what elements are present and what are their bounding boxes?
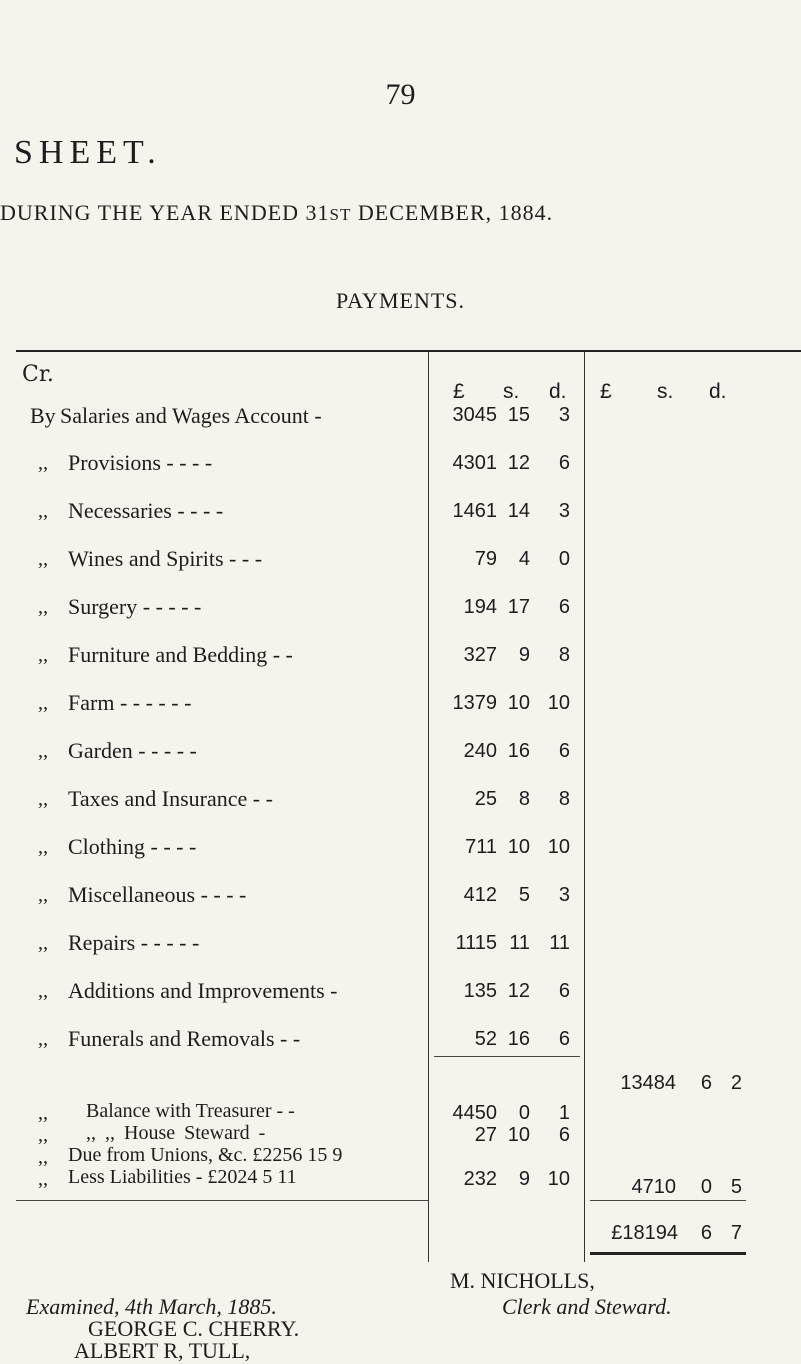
row-pounds: 240 [463, 740, 497, 762]
row-pence: 8 [558, 644, 570, 666]
subtotal-pence: 2 [730, 1072, 742, 1094]
row-shillings: 5 [518, 884, 530, 906]
row-label: Surgery - - - - - [68, 594, 202, 619]
row-pence: 10 [547, 692, 570, 714]
row-prefix: ,, [38, 1168, 48, 1190]
row-pence: 0 [558, 548, 570, 570]
row-pence: 6 [558, 740, 570, 762]
row-prefix: ,, [38, 452, 48, 474]
sheet-title: SHEET. [14, 134, 162, 171]
row-pounds: 4450 [452, 1102, 497, 1124]
header-shillings: s. [503, 380, 520, 403]
row-pence: 10 [547, 1168, 570, 1190]
row-pounds: 3045 [452, 404, 497, 426]
row-pence: 6 [558, 1028, 570, 1050]
auditor-1: GEORGE C. CHERRY. [88, 1316, 300, 1341]
row-pence: 3 [558, 884, 570, 906]
row-label: Balance with Treasurer - - [86, 1100, 295, 1122]
left-total-rule [16, 1200, 428, 1201]
row-prefix: By [30, 403, 56, 428]
row-shillings: 12 [507, 452, 530, 474]
row-shillings: 16 [507, 1028, 530, 1050]
column-divider-2 [584, 352, 585, 1262]
row-pence: 10 [547, 836, 570, 858]
table-top-rule [16, 350, 801, 352]
examined-note: Examined, 4th March, 1885. [26, 1294, 277, 1319]
row-shillings: 4 [518, 548, 530, 570]
row-prefix: ,, [38, 980, 48, 1002]
row-pence: 6 [558, 1124, 570, 1146]
subtitle-end: DECEMBER, 1884. [351, 200, 554, 225]
row-label: Furniture and Bedding - - [68, 642, 293, 667]
subtitle-ordinal: ST [329, 205, 352, 224]
row-prefix: ,, [38, 692, 48, 714]
row-shillings: 10 [507, 692, 530, 714]
row-pence: 1 [558, 1102, 570, 1124]
row-shillings: 17 [507, 596, 530, 618]
row-label: Provisions - - - - [68, 450, 213, 475]
row-label: Additions and Improvements - [68, 978, 338, 1003]
row-pounds: 1461 [452, 500, 497, 522]
row-pounds: 711 [465, 836, 497, 858]
balance-total-pence: 5 [730, 1176, 742, 1198]
row-label: Funerals and Removals - - [68, 1026, 301, 1051]
row-label: Miscellaneous - - - - [68, 882, 247, 907]
row-label: Less Liabilities - £2024 5 11 [68, 1166, 297, 1188]
grand-total-double-rule [590, 1252, 746, 1255]
subtotal-shillings: 6 [700, 1072, 712, 1094]
row-prefix: ,, [38, 884, 48, 906]
header-pence: d. [549, 380, 567, 403]
row-pence: 6 [558, 452, 570, 474]
header-total-shillings: s. [657, 380, 674, 403]
row-pounds: 25 [474, 788, 497, 810]
row-pounds: 27 [474, 1124, 497, 1146]
row-prefix: ,, [38, 788, 48, 810]
row-shillings: 12 [507, 980, 530, 1002]
grand-total-pence: 7 [730, 1222, 742, 1244]
row-pence: 8 [558, 788, 570, 810]
row-shillings: 10 [507, 1124, 530, 1146]
row-pounds: 327 [463, 644, 497, 666]
row-prefix: ,, [38, 932, 48, 954]
row-pounds: 52 [474, 1028, 497, 1050]
row-label: ,, ,, House Steward - [86, 1122, 266, 1144]
page-number: 79 [385, 78, 416, 111]
row-label: Due from Unions, &c. £2256 15 9 [68, 1144, 343, 1166]
row-shillings: 11 [509, 932, 530, 954]
row-prefix: ,, [38, 548, 48, 570]
row-prefix: ,, [38, 644, 48, 666]
section-title: PAYMENTS. [335, 288, 466, 313]
report-subtitle [0, 200, 553, 226]
row-label: Salaries and Wages Account - [60, 403, 322, 428]
row-prefix: ,, [38, 740, 48, 762]
subtotal-pounds: 13484 [620, 1072, 676, 1094]
row-label: Necessaries - - - - [68, 498, 224, 523]
row-pence: 6 [558, 980, 570, 1002]
row-prefix: ,, [38, 1124, 48, 1146]
row-shillings: 9 [518, 644, 530, 666]
row-pounds: 1379 [452, 692, 497, 714]
row-prefix: ,, [38, 1146, 48, 1168]
row-label: Garden - - - - - [68, 738, 197, 763]
header-total-pence: d. [709, 380, 727, 403]
row-pence: 6 [558, 596, 570, 618]
row-label: Repairs - - - - - [68, 930, 200, 955]
row-pounds: 135 [463, 980, 497, 1002]
row-pounds: 412 [463, 884, 497, 906]
row-label: Farm - - - - - - [68, 690, 192, 715]
row-pence: 3 [558, 500, 570, 522]
row-label: Taxes and Insurance - - [68, 786, 273, 811]
row-shillings: 9 [518, 1168, 530, 1190]
row-label: Clothing - - - - [68, 834, 197, 859]
balance-total-pounds: 4710 [631, 1176, 676, 1198]
header-total-pounds: £ [600, 380, 612, 403]
header-pounds: £ [453, 380, 465, 403]
row-pounds: 232 [463, 1168, 497, 1190]
row-pounds: 1115 [455, 932, 497, 954]
row-prefix: ,, [38, 1102, 48, 1124]
row-shillings: 0 [518, 1102, 530, 1124]
row-prefix: ,, [38, 596, 48, 618]
signatory-name: M. NICHOLLS, [450, 1268, 595, 1293]
balance-total-shillings: 0 [700, 1176, 712, 1198]
subtotal-rule [434, 1056, 580, 1057]
row-prefix: ,, [38, 1028, 48, 1050]
row-prefix: ,, [38, 500, 48, 522]
grand-total-shillings: 6 [700, 1222, 712, 1244]
row-shillings: 16 [507, 740, 530, 762]
row-label: Wines and Spirits - - - [68, 546, 263, 571]
right-total-rule [590, 1200, 746, 1201]
auditor-2: ALBERT R, TULL, [74, 1338, 251, 1363]
row-pence: 3 [558, 404, 570, 426]
row-pounds: 194 [463, 596, 497, 618]
row-pounds: 79 [474, 548, 497, 570]
row-shillings: 10 [507, 836, 530, 858]
grand-total-pounds: £18194 [611, 1222, 678, 1244]
row-prefix: ,, [38, 836, 48, 858]
credit-side-label: Cr. [22, 362, 54, 387]
subtitle-start: DURING THE YEAR ENDED 31 [0, 200, 330, 225]
row-pounds: 4301 [452, 452, 497, 474]
signatory-role: Clerk and Steward. [502, 1294, 672, 1319]
row-pence: 11 [549, 932, 570, 954]
row-shillings: 15 [507, 404, 530, 426]
row-shillings: 8 [518, 788, 530, 810]
row-shillings: 14 [507, 500, 530, 522]
